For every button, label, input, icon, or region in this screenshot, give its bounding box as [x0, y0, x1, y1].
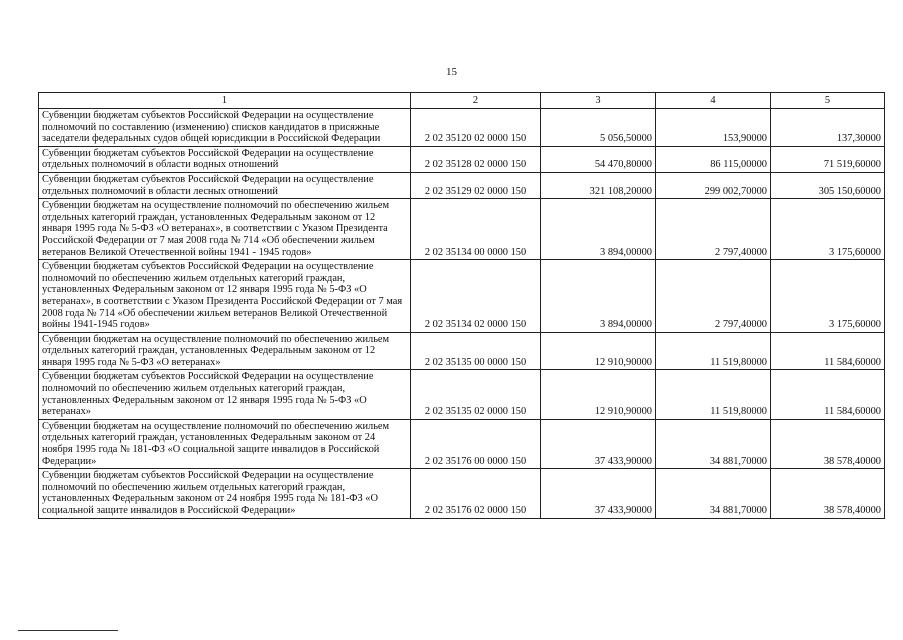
amount-col4: 34 881,70000 [656, 469, 771, 518]
budget-code: 2 02 35129 02 0000 150 [411, 172, 541, 198]
column-header: 3 [541, 93, 656, 109]
amount-col3: 3 894,00000 [541, 260, 656, 333]
amount-col5: 38 578,40000 [771, 419, 885, 468]
amount-col3: 12 910,90000 [541, 332, 656, 370]
amount-col3: 3 894,00000 [541, 199, 656, 260]
amount-col4: 2 797,40000 [656, 260, 771, 333]
budget-code: 2 02 35128 02 0000 150 [411, 146, 541, 172]
row-description: Субвенции бюджетам субъектов Российской Федерации на осуществление полномочий по обеспечению жильем отдельных категорий граждан, установленных Федеральным законом от 12 января 1995 года № 5-ФЗ «О ветеранах» [39, 370, 411, 419]
footer-rule [18, 630, 118, 631]
amount-col3: 5 056,50000 [541, 109, 656, 147]
row-description: Субвенции бюджетам на осуществление полномочий по обеспечению жильем отдельных категорий граждан, установленных Федеральным законом от 12 января 1995 года № 5-ФЗ «О ветеранах», в соответствии с Указом Президента Российской Федерации от 7 мая 2008 года № 714 «Об обеспечении жильем ветеранов Великой Отечественной войны 1941 - 1945 годов» [39, 199, 411, 260]
amount-col3: 54 470,80000 [541, 146, 656, 172]
table-row [39, 370, 885, 419]
table-row [39, 146, 885, 172]
amount-col3: 37 433,90000 [541, 469, 656, 518]
amount-col4: 2 797,40000 [656, 199, 771, 260]
table-row [39, 469, 885, 518]
amount-col3: 321 108,20000 [541, 172, 656, 198]
budget-code: 2 02 35134 00 0000 150 [411, 199, 541, 260]
amount-col4: 153,90000 [656, 109, 771, 147]
amount-col4: 86 115,00000 [656, 146, 771, 172]
budget-code: 2 02 35135 02 0000 150 [411, 370, 541, 419]
table-row [39, 109, 885, 147]
row-description: Субвенции бюджетам субъектов Российской Федерации на осуществление отдельных полномочий в области водных отношений [39, 146, 411, 172]
column-header: 1 [39, 93, 411, 109]
amount-col5: 3 175,60000 [771, 199, 885, 260]
budget-code: 2 02 35176 02 0000 150 [411, 469, 541, 518]
budget-code: 2 02 35120 02 0000 150 [411, 109, 541, 147]
amount-col3: 12 910,90000 [541, 370, 656, 419]
amount-col5: 11 584,60000 [771, 332, 885, 370]
budget-code: 2 02 35134 02 0000 150 [411, 260, 541, 333]
table-row [39, 260, 885, 333]
amount-col5: 38 578,40000 [771, 469, 885, 518]
table-row [39, 199, 885, 260]
amount-col5: 305 150,60000 [771, 172, 885, 198]
page-number: 15 [446, 66, 457, 78]
budget-code: 2 02 35135 00 0000 150 [411, 332, 541, 370]
amount-col5: 11 584,60000 [771, 370, 885, 419]
row-description: Субвенции бюджетам субъектов Российской Федерации на осуществление полномочий по обеспечению жильем отдельных категорий граждан, установленных Федеральным законом от 24 ноября 1995 года № 181-ФЗ «О социальной защите инвалидов в Российской Федерации» [39, 469, 411, 518]
amount-col4: 11 519,80000 [656, 370, 771, 419]
amount-col5: 3 175,60000 [771, 260, 885, 333]
row-description: Субвенции бюджетам субъектов Российской Федерации на осуществление полномочий по обеспечению жильем отдельных категорий граждан, установленных Федеральным законом от 12 января 1995 года № 5-ФЗ «О ветеранах», в соответствии с Указом Президента Российской Федерации от 7 мая 2008 года № 714 «Об обеспечении жильем ветеранов Великой Отечественной войны 1941-1945 годов» [39, 260, 411, 333]
column-header: 4 [656, 93, 771, 109]
row-description: Субвенции бюджетам на осуществление полномочий по обеспечению жильем отдельных категорий граждан, установленных Федеральным законом от 12 января 1995 года № 5-ФЗ «О ветеранах» [39, 332, 411, 370]
table-row [39, 419, 885, 468]
row-description: Субвенции бюджетам субъектов Российской Федерации на осуществление полномочий по составлению (изменению) списков кандидатов в присяжные заседатели федеральных судов общей юрисдикции в Российской Федерации [39, 109, 411, 147]
column-header: 5 [771, 93, 885, 109]
amount-col3: 37 433,90000 [541, 419, 656, 468]
header-row [39, 93, 885, 109]
amount-col4: 11 519,80000 [656, 332, 771, 370]
row-description: Субвенции бюджетам субъектов Российской Федерации на осуществление отдельных полномочий в области лесных отношений [39, 172, 411, 198]
table-row [39, 172, 885, 198]
subventions-table [38, 92, 885, 519]
column-header: 2 [411, 93, 541, 109]
table-row [39, 332, 885, 370]
amount-col4: 34 881,70000 [656, 419, 771, 468]
budget-code: 2 02 35176 00 0000 150 [411, 419, 541, 468]
amount-col5: 71 519,60000 [771, 146, 885, 172]
amount-col4: 299 002,70000 [656, 172, 771, 198]
amount-col5: 137,30000 [771, 109, 885, 147]
row-description: Субвенции бюджетам на осуществление полномочий по обеспечению жильем отдельных категорий граждан, установленных Федеральным законом от 24 ноября 1995 года № 181-ФЗ «О социальной защите инвалидов в Российской Федерации» [39, 419, 411, 468]
